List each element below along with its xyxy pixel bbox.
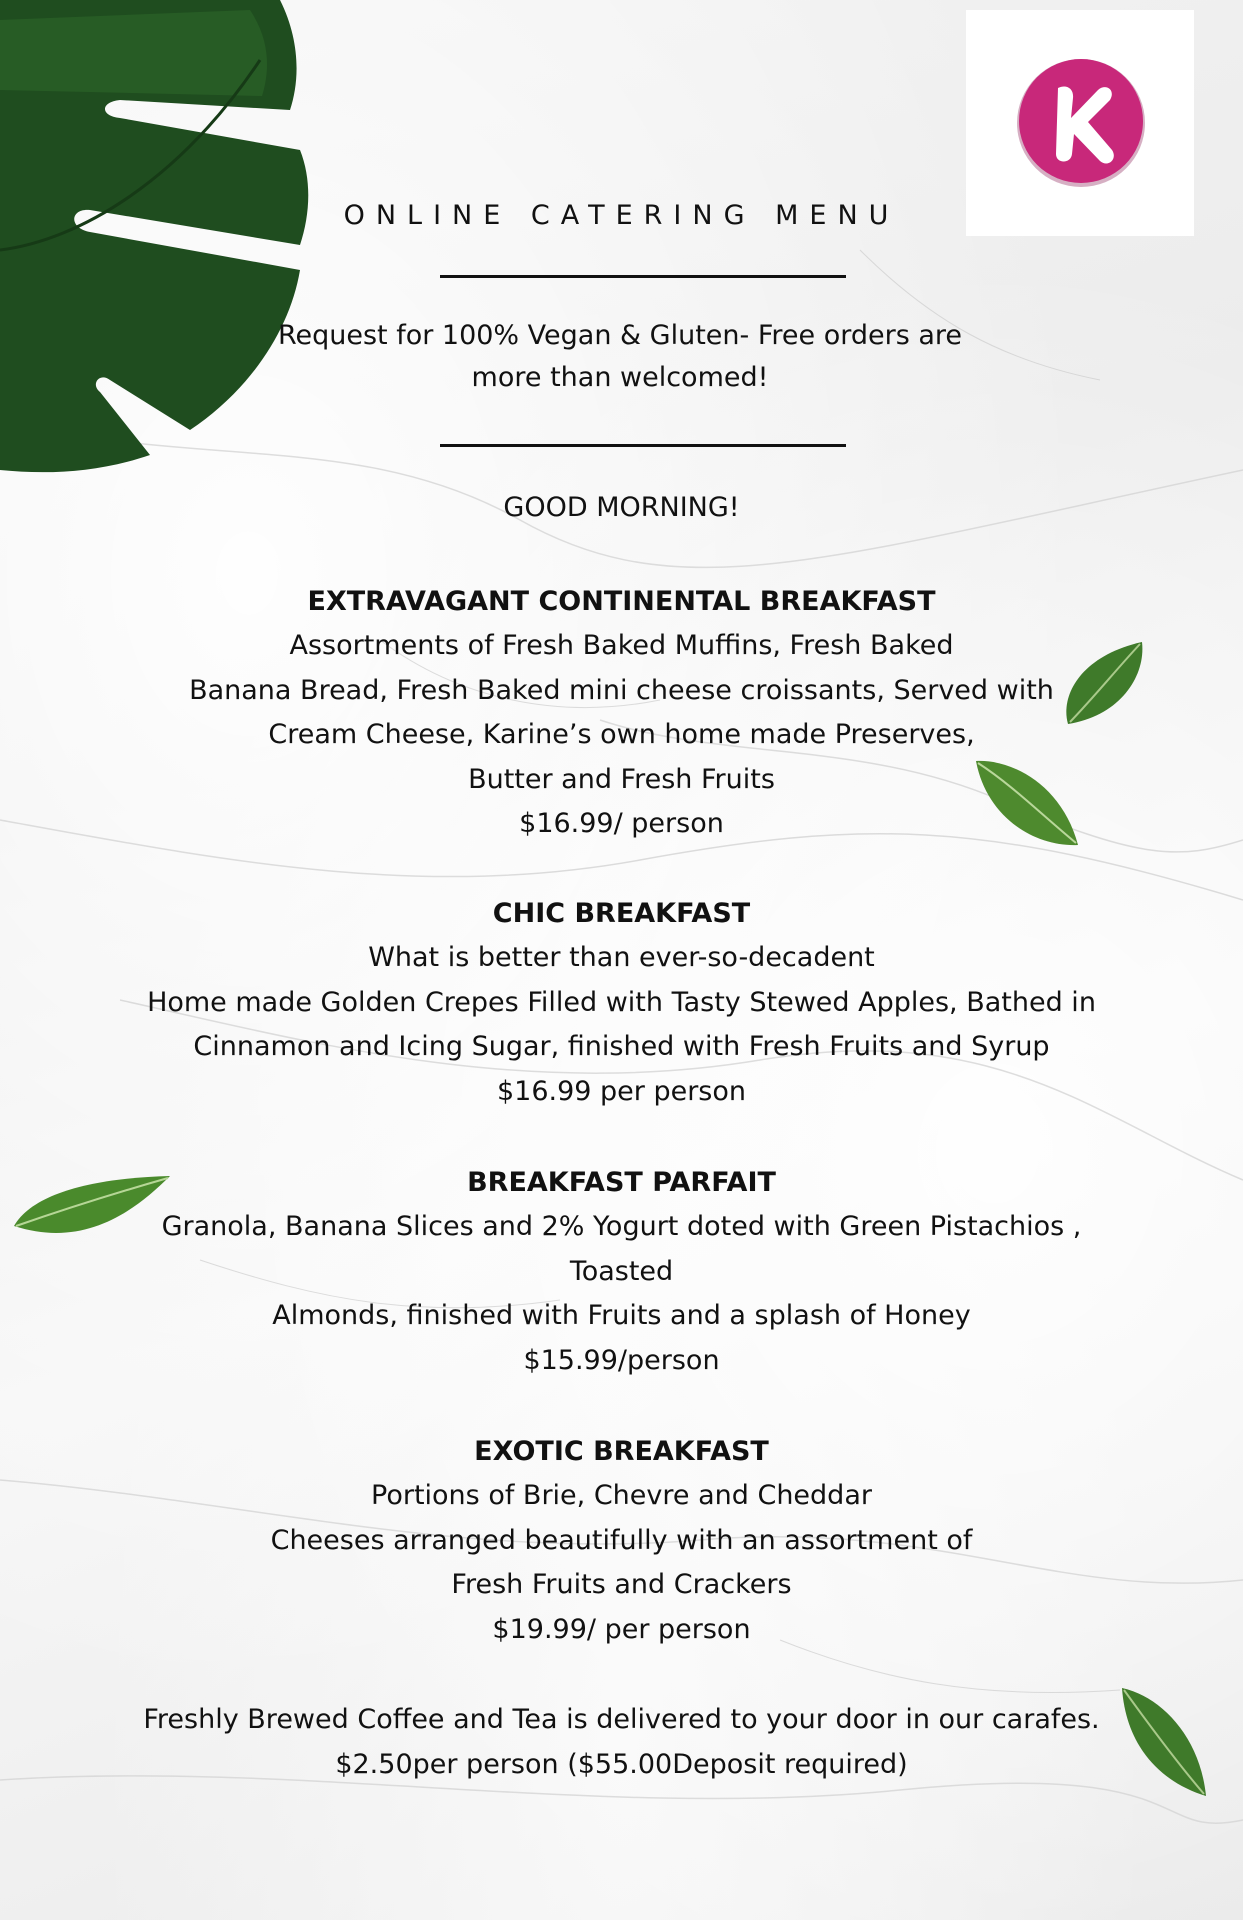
monstera-leaf-icon	[0, 0, 310, 475]
section-line: Toasted	[569, 1255, 674, 1287]
divider-bottom	[440, 444, 846, 447]
section-line: What is better than ever-so-decadent	[368, 942, 875, 973]
leaf-icon	[12, 1174, 172, 1249]
greeting: GOOD MORNING!	[503, 492, 740, 523]
section-line: Cream Cheese, Karine’s own home made Preserves,	[268, 719, 975, 750]
section-price: $15.99/person	[523, 1344, 720, 1376]
section-price: $16.99/ person	[519, 808, 724, 839]
leaf-icon	[972, 755, 1082, 850]
section-line: Butter and Fresh Fruits	[468, 763, 775, 795]
section-line: Granola, Banana Slices and 2% Yogurt doted with Green Pistachios ,	[161, 1211, 1082, 1242]
section-title: BREAKFAST PARFAIT	[467, 1167, 776, 1198]
section-title: CHIC BREAKFAST	[492, 898, 751, 929]
section-price: $19.99/ per person	[492, 1613, 751, 1645]
section-line: Almonds, finished with Fruits and a splash of Honey	[272, 1300, 971, 1331]
menu-section-exotic	[100, 1430, 1143, 1652]
section-line: Cinnamon and Icing Sugar, finished with Fresh Fruits and Syrup	[193, 1031, 1050, 1062]
menu-section-parfait	[100, 1161, 1143, 1383]
menu-section-chic	[100, 892, 1143, 1114]
beverage-price: $2.50per person ($55.00Deposit required)	[335, 1748, 908, 1780]
intro-text	[270, 315, 970, 399]
divider-top	[440, 275, 846, 278]
section-title: EXOTIC BREAKFAST	[474, 1436, 769, 1467]
section-line: Portions of Brie, Chevre and Cheddar	[371, 1480, 872, 1511]
beverage-line: Freshly Brewed Coffee and Tea is delivered to your door in our carafes.	[143, 1704, 1100, 1735]
beverage-note	[100, 1698, 1143, 1787]
section-price: $16.99 per person	[496, 1075, 747, 1107]
section-line: Assortments of Fresh Baked Muffins, Fresh Baked	[289, 630, 954, 661]
section-title: EXTRAVAGANT CONTINENTAL BREAKFAST	[307, 586, 936, 617]
k-logo-icon	[1016, 58, 1146, 188]
intro-line-1: Request for 100% Vegan & Gluten- Free orders are	[277, 320, 963, 351]
page-title: ONLINE CATERING MENU	[343, 200, 900, 231]
section-line: Banana Bread, Fresh Baked mini cheese croissants, Served with	[189, 674, 1054, 706]
leaf-icon	[1060, 636, 1150, 731]
leaf-icon	[1120, 1686, 1210, 1798]
section-line: Cheeses arranged beautifully with an assortment of	[270, 1524, 973, 1556]
intro-line-2: more than welcomed!	[471, 362, 769, 393]
section-line: Fresh Fruits and Crackers	[451, 1569, 792, 1600]
section-line: Home made Golden Crepes Filled with Tasty Stewed Apples, Bathed in	[147, 986, 1096, 1018]
